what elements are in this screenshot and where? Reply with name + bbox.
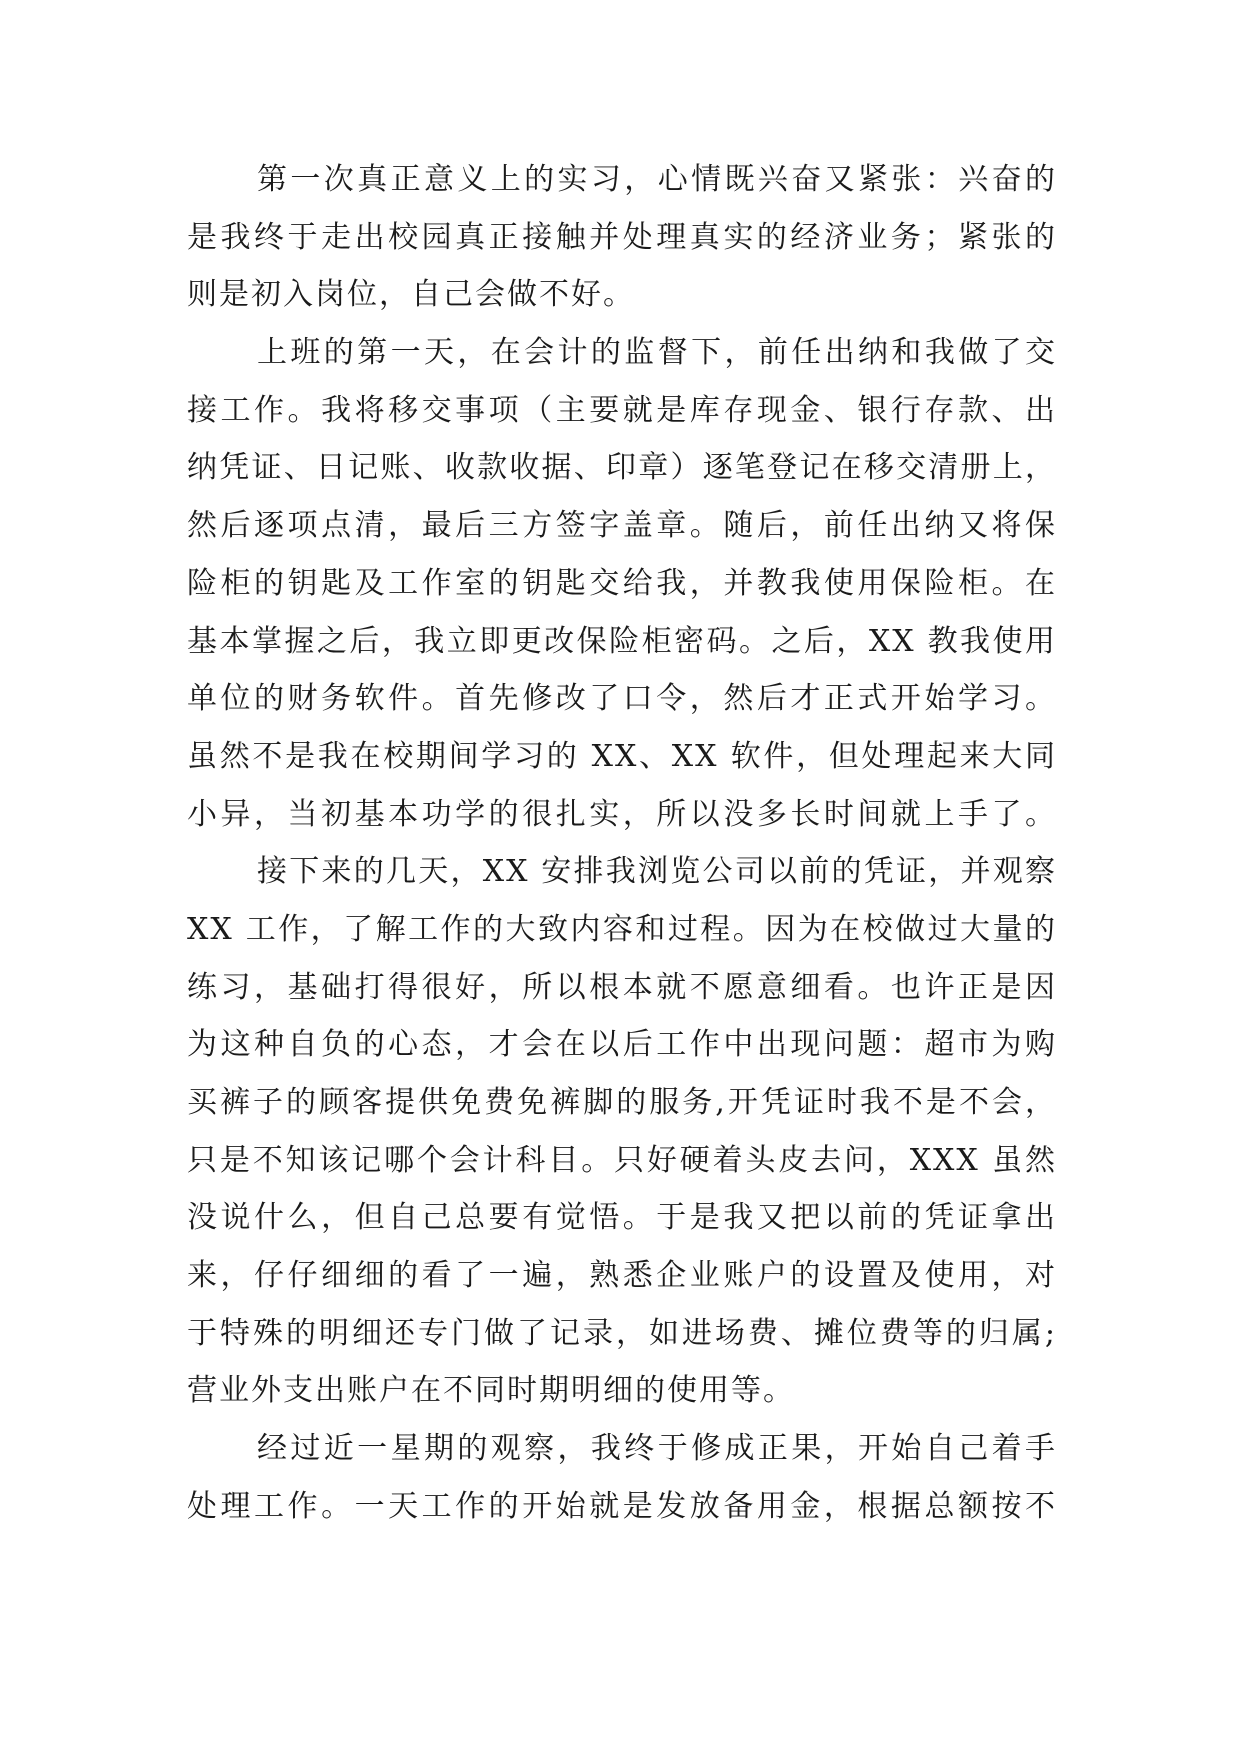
paragraph-line: 没说什么，但自己总要有觉悟。于是我又把以前的凭证拿出	[187, 1200, 1057, 1236]
paragraph-line: XX 工作，了解工作的大致内容和过程。因为在校做过大量的	[187, 911, 1057, 947]
document-body	[187, 160, 1057, 1545]
paragraph-line: 上班的第一天，在会计的监督下，前任出纳和我做了交	[257, 335, 1057, 371]
paragraph-line: 接下来的几天，XX 安排我浏览公司以前的凭证，并观察	[257, 854, 1057, 890]
paragraph-line: 来，仔仔细细的看了一遍，熟悉企业账户的设置及使用，对	[187, 1258, 1057, 1294]
paragraph-line: 纳凭证、日记账、收款收据、印章）逐笔登记在移交清册上，	[187, 450, 1057, 486]
paragraph-line: 第一次真正意义上的实习，心情既兴奋又紧张：兴奋的	[257, 162, 1057, 197]
paragraph-line: 处理工作。一天工作的开始就是发放备用金，根据总额按不	[187, 1488, 1057, 1524]
paragraph-line: 险柜的钥匙及工作室的钥匙交给我，并教我使用保险柜。在	[187, 565, 1057, 601]
paragraph-line: 小异，当初基本功学的很扎实，所以没多长时间就上手了。	[187, 796, 1057, 832]
paragraph-line: 为这种自负的心态，才会在以后工作中出现问题：超市为购	[187, 1027, 1057, 1063]
paragraph-line: 基本掌握之后，我立即更改保险柜密码。之后，XX 教我使用	[187, 623, 1057, 659]
paragraph-line: 练习，基础打得很好，所以根本就不愿意细看。也许正是因	[187, 969, 1057, 1005]
paragraph-line: 经过近一星期的观察，我终于修成正果，开始自己着手	[257, 1431, 1057, 1467]
paragraph-line: 买裤子的顾客提供免费免裤脚的服务,开凭证时我不是不会，	[187, 1085, 1057, 1120]
paragraph-line: 然后逐项点清，最后三方签字盖章。随后，前任出纳又将保	[187, 508, 1057, 544]
paragraph-line: 接工作。我将移交事项（主要就是库存现金、银行存款、出	[187, 392, 1057, 428]
paragraph-line: 只是不知该记哪个会计科目。只好硬着头皮去问，XXX 虽然	[187, 1142, 1057, 1178]
paragraph-line: 单位的财务软件。首先修改了口令，然后才正式开始学习。	[187, 681, 1057, 717]
paragraph-line: 于特殊的明细还专门做了记录，如进场费、摊位费等的归属;	[187, 1315, 1057, 1351]
paragraph-line: 是我终于走出校园真正接触并处理真实的经济业务；紧张的	[187, 219, 1057, 255]
paragraph-line: 则是初入岗位，自己会做不好。	[187, 277, 635, 313]
paragraph-line: 虽然不是我在校期间学习的 XX、XX 软件，但处理起来大同	[187, 738, 1057, 774]
paragraph-line: 营业外支出账户在不同时期明细的使用等。	[187, 1373, 795, 1409]
